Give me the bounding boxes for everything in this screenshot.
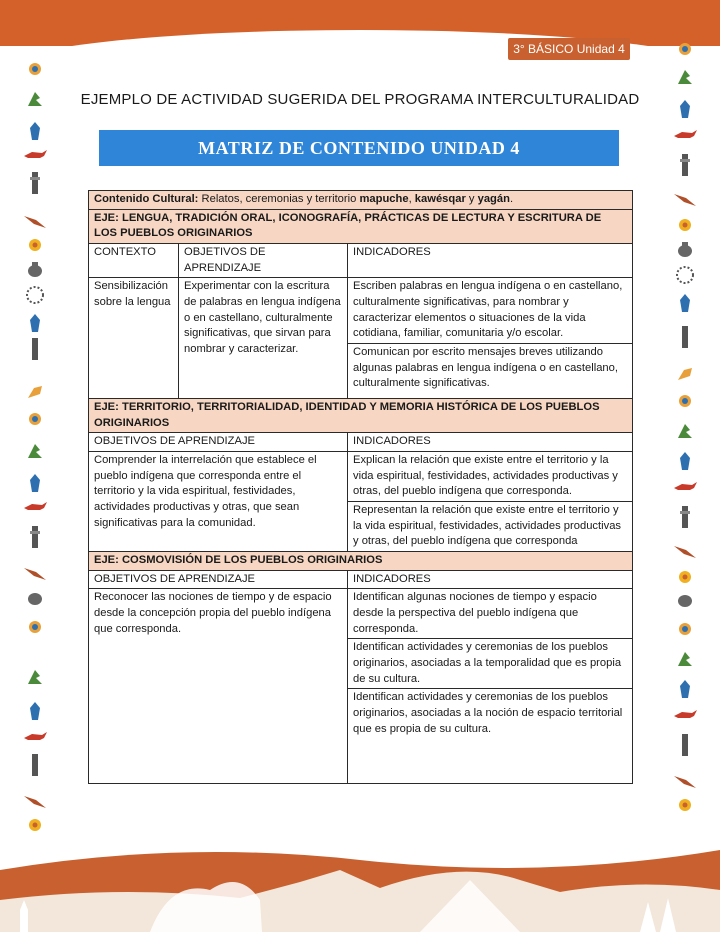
bird-icon [672, 420, 698, 442]
column-header-indicadores: INDICADORES [348, 433, 633, 452]
indicador-cell: Identifican actividades y ceremonias de los pueblos originarios, asociadas a la noción de espacio territorial que es propia de su cultura. [348, 689, 633, 784]
bird-icon [672, 66, 698, 88]
eje-cosmovision-header-row [89, 552, 633, 571]
objetivo-cell: Comprender la interrelación que establece el pueblo indígena que corresponda entre el territorio y la vida espiritual, festividades, actividades productivas y otras, que sean significativas para la comunidad. [89, 452, 348, 552]
totem-icon [22, 526, 48, 548]
pueblo-name: kawésqar [414, 193, 466, 205]
contexto-cell: Sensibilización sobre la lengua [89, 278, 179, 399]
column-header-contexto: CONTEXTO [89, 244, 179, 278]
figure-icon [672, 98, 698, 120]
cultural-content-label: Contenido Cultural: [94, 193, 199, 205]
condor-icon [672, 186, 698, 208]
program-title: EJEMPLO DE ACTIVIDAD SUGERIDA DEL PROGRAMA INTERCULTURALIDAD [80, 91, 640, 108]
cultural-content-text: Relatos, ceremonias y territorio [201, 193, 357, 205]
landscape-footer [0, 830, 720, 932]
flower-icon [672, 794, 698, 816]
indicador-cell: Escriben palabras en lengua indígena o en castellano, culturalmente significativas, para nombrar y caracterizar elementos o situaciones de la vida cotidiana, familiar, comunitaria y/o escolar. [348, 278, 633, 344]
cultural-content-cell [89, 191, 633, 210]
content-matrix-table [88, 190, 633, 784]
eje-territorio-title: EJE: TERRITORIO, TERRITORIALIDAD, IDENTIDAD Y MEMORIA HISTÓRICA DE LOS PUEBLOS ORIGINARIOS [89, 399, 633, 433]
fox-icon [672, 476, 698, 498]
eje-cosmovision-content-row [89, 589, 633, 639]
eje-lengua-header-row [89, 209, 633, 243]
totem-icon [672, 154, 698, 176]
eje-territorio-columns-row [89, 433, 633, 452]
totem-icon [22, 338, 48, 360]
separator: , [408, 193, 412, 205]
eje-lengua-columns-row [89, 244, 633, 278]
pot-icon [22, 258, 48, 280]
bird-icon [22, 88, 48, 110]
figure-icon [22, 120, 48, 142]
totem-icon [22, 172, 48, 194]
figure-icon [22, 312, 48, 334]
pot-icon [22, 586, 48, 608]
sun-icon [672, 38, 698, 60]
cultural-content-row [89, 191, 633, 210]
pueblo-name: yagán [477, 193, 510, 205]
eje-cosmovision-columns-row [89, 570, 633, 589]
sun-icon [22, 408, 48, 430]
flower-icon [672, 214, 698, 236]
condor-icon [672, 538, 698, 560]
column-header-indicadores: INDICADORES [348, 570, 633, 589]
condor-icon [22, 208, 48, 230]
condor-icon [22, 788, 48, 810]
grade-unit-badge: 3° BÁSICO Unidad 4 [508, 38, 630, 60]
condor-icon [22, 560, 48, 582]
objetivo-cell: Reconocer las nociones de tiempo y de espacio desde la concepción propia del pueblo indígena que corresponda. [89, 589, 348, 784]
eje-lengua-title: EJE: LENGUA, TRADICIÓN ORAL, ICONOGRAFÍA, PRÁCTICAS DE LECTURA Y ESCRITURA DE LOS PUEBLOS ORIGINARIOS [89, 209, 633, 243]
pot-icon [672, 238, 698, 260]
matrix-title-banner: MATRIZ DE CONTENIDO UNIDAD 4 [99, 130, 619, 166]
totem-icon [672, 734, 698, 756]
pueblo-name: mapuche [359, 193, 409, 205]
totem-icon [672, 326, 698, 348]
indicador-cell: Explican la relación que existe entre el territorio y la vida espiritual, festividades, actividades productivas y otras, del pueblo indígena que corresponda. [348, 452, 633, 502]
column-header-indicadores: INDICADORES [348, 244, 633, 278]
pot-icon [672, 588, 698, 610]
figure-icon [672, 450, 698, 472]
sun-icon [22, 616, 48, 638]
bird-icon [672, 648, 698, 670]
figure-icon [22, 700, 48, 722]
figure-icon [22, 472, 48, 494]
fox-icon [672, 704, 698, 726]
figure-icon [672, 292, 698, 314]
bird-icon [22, 666, 48, 688]
indicador-cell: Comunican por escrito mensajes breves utilizando algunas palabras en lengua indígena o en castellano, culturalmente significativas. [348, 344, 633, 399]
fox-icon [22, 726, 48, 748]
flower-icon [22, 234, 48, 256]
separator: . [509, 193, 514, 205]
left-decoration-column [20, 36, 50, 836]
eje-territorio-content-row [89, 452, 633, 502]
separator: y [468, 193, 475, 205]
fox-icon [22, 380, 48, 402]
sun-icon [672, 618, 698, 640]
figure-icon [672, 678, 698, 700]
fox-icon [672, 362, 698, 384]
column-header-objetivos: OBJETIVOS DE APRENDIZAJE [89, 433, 348, 452]
bird-icon [22, 440, 48, 462]
indicador-cell: Identifican algunas nociones de tiempo y espacio desde la perspectiva del pueblo indígena que corresponda. [348, 589, 633, 639]
fox-icon [22, 496, 48, 518]
right-decoration-column [670, 36, 700, 836]
totem-icon [22, 754, 48, 776]
eje-territorio-header-row [89, 399, 633, 433]
column-header-objetivos: OBJETIVOS DE APRENDIZAJE [179, 244, 348, 278]
eje-cosmovision-title: EJE: COSMOVISIÓN DE LOS PUEBLOS ORIGINARIOS [89, 552, 633, 571]
column-header-objetivos: OBJETIVOS DE APRENDIZAJE [89, 570, 348, 589]
totem-icon [672, 506, 698, 528]
fox-icon [672, 124, 698, 146]
condor-icon [672, 768, 698, 790]
fox-icon [22, 144, 48, 166]
indicador-cell: Representan la relación que existe entre el territorio y la vida espiritual, festividades, actividades productivas y otras, del pueblo indígena que corresponda [348, 502, 633, 552]
sun-icon [22, 284, 48, 306]
flower-icon [672, 566, 698, 588]
objetivo-cell: Experimentar con la escritura de palabras en lengua indígena o en castellano, culturalmente significativas, que sirvan para nombrar y caracterizar. [179, 278, 348, 399]
sun-icon [672, 390, 698, 412]
eje-lengua-content-row [89, 278, 633, 344]
sun-icon [22, 58, 48, 80]
sun-icon [672, 264, 698, 286]
indicador-cell: Identifican actividades y ceremonias de los pueblos originarios, asociadas a la temporalidad que es propia de su cultura. [348, 639, 633, 689]
